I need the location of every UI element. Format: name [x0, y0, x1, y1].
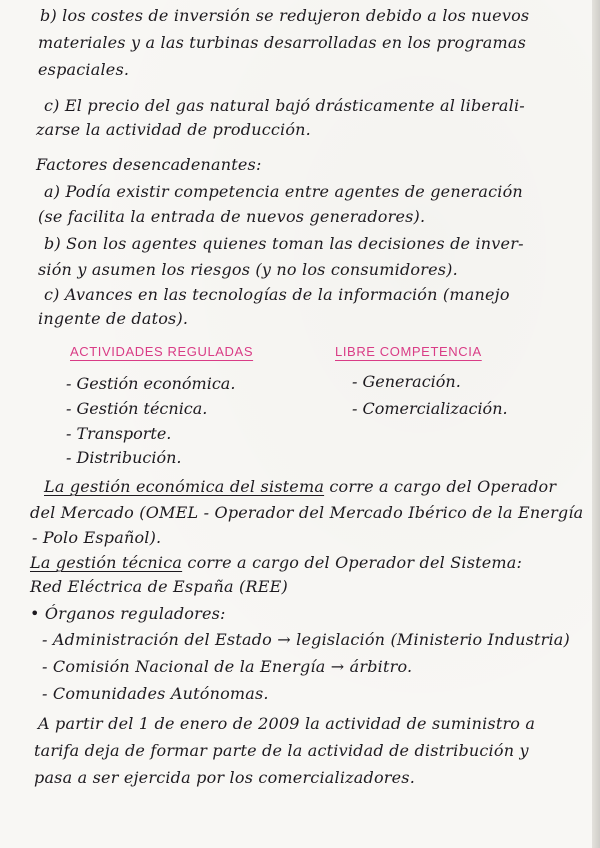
- tech-line-2: Red Eléctrica de España (REE): [30, 577, 288, 596]
- free-item: - Generación.: [352, 372, 461, 391]
- tech-underlined: La gestión técnica: [30, 553, 183, 572]
- factor-a-2: (se facilita la entrada de nuevos generadores).: [38, 207, 426, 226]
- econ-underlined: La gestión económica del sistema: [44, 477, 325, 496]
- final-line-3: pasa a ser ejercida por los comercializadores.: [34, 768, 415, 787]
- organ-item: - Comisión Nacional de la Energía → árbitro.: [42, 657, 413, 676]
- econ-line-1: [44, 477, 556, 497]
- regulated-item: - Gestión técnica.: [66, 399, 208, 418]
- factor-a-1: a) Podía existir competencia entre agentes de generación: [44, 182, 523, 201]
- section-heading: Factores desencadenantes:: [36, 155, 262, 174]
- tech-line-1: [30, 553, 522, 573]
- regulated-item: - Gestión económica.: [66, 374, 236, 393]
- final-line-1: A partir del 1 de enero de 2009 la actividad de suministro a: [38, 714, 536, 733]
- line-b-1: b) los costes de inversión se redujeron debido a los nuevos: [40, 6, 530, 25]
- line-b-3: espaciales.: [38, 60, 130, 79]
- final-line-2: tarifa deja de formar parte de la actividad de distribución y: [34, 741, 529, 760]
- line-c-2: zarse la actividad de producción.: [36, 120, 311, 139]
- regulated-heading: ACTIVIDADES REGULADAS: [70, 344, 254, 359]
- factor-b-1: b) Son los agentes quienes toman las decisiones de inver-: [44, 234, 524, 253]
- econ-line-2: del Mercado (OMEL - Operador del Mercado Ibérico de la Energía: [30, 503, 584, 522]
- econ-rest: corre a cargo del Operador: [324, 477, 557, 496]
- line-c-1: c) El precio del gas natural bajó drásticamente al liberali-: [44, 96, 525, 115]
- regulated-item: - Distribución.: [66, 448, 182, 467]
- free-competition-heading: LIBRE COMPETENCIA: [335, 344, 482, 359]
- free-item: - Comercialización.: [352, 399, 508, 418]
- factor-c-1: c) Avances en las tecnologías de la información (manejo: [44, 285, 510, 304]
- tech-rest: corre a cargo del Operador del Sistema:: [182, 553, 523, 572]
- econ-line-3: - Polo Español).: [32, 528, 162, 547]
- line-b-2: materiales y a las turbinas desarrolladas en los programas: [38, 33, 527, 52]
- notebook-binding: [592, 0, 600, 848]
- organ-item: - Comunidades Autónomas.: [42, 684, 269, 703]
- factor-b-2: sión y asumen los riesgos (y no los consumidores).: [38, 260, 458, 279]
- organs-heading: • Órganos reguladores:: [30, 604, 226, 623]
- regulated-item: - Transporte.: [66, 424, 172, 443]
- organ-item: - Administración del Estado → legislación (Ministerio Industria): [42, 630, 570, 649]
- factor-c-2: ingente de datos).: [38, 309, 189, 328]
